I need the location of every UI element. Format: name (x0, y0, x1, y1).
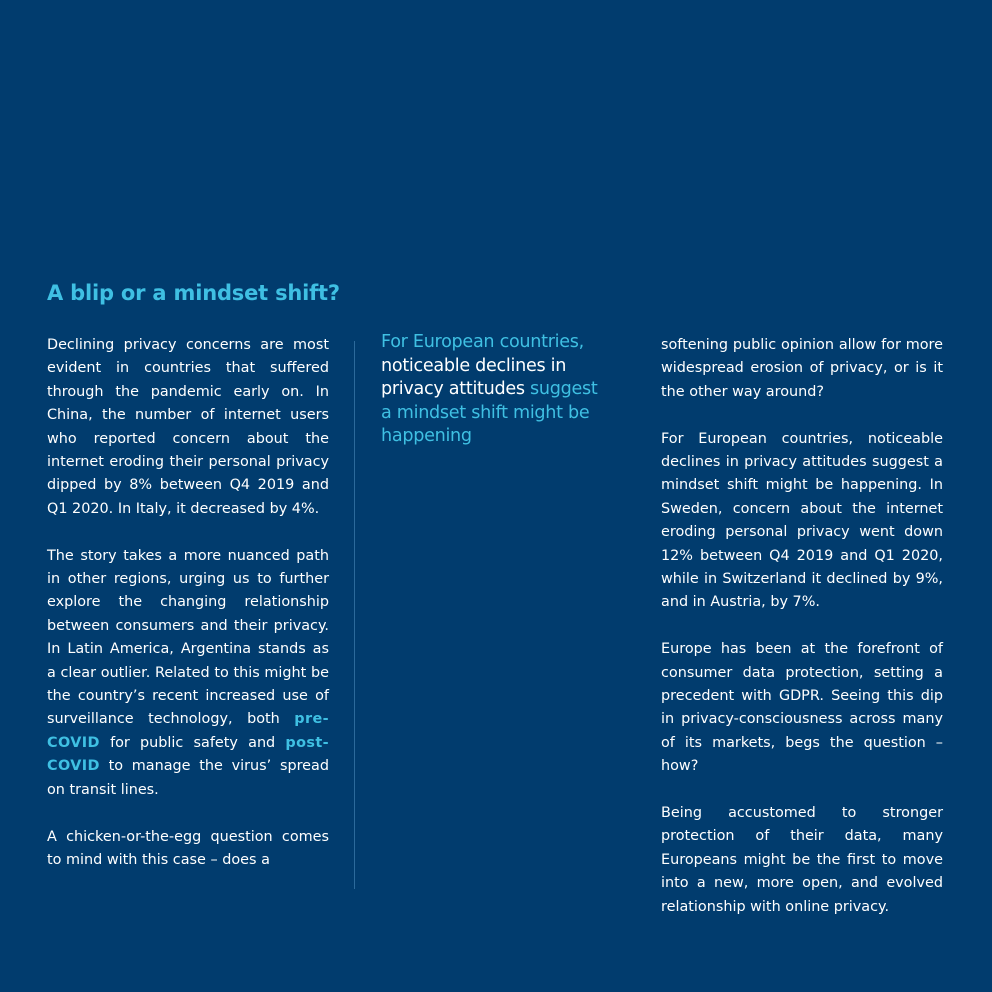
left-paragraph-2-text-b: for public safety and (110, 734, 276, 751)
left-column (47, 334, 329, 896)
pull-quote-part-3: suggest a mindset shift might be happening (381, 379, 598, 446)
left-paragraph-3: A chicken-or-the-egg question comes to mind with this case – does a (47, 828, 329, 868)
right-paragraph-1: softening public opinion allow for more widespread erosion of privacy, or is it the other way around? (661, 337, 943, 400)
column-divider (354, 341, 355, 889)
right-column (661, 334, 943, 943)
left-paragraph-2-text-a: The story takes a more nuanced path in other regions, urging us to further explore the changing relationship between consumers and their privacy. In Latin America, Argentina stands as a clear outlier. Related to this might be the country’s recent increased use of surveillance technology, both (47, 547, 329, 728)
section-heading: A blip or a mindset shift? (47, 281, 340, 305)
pull-quote (381, 331, 606, 449)
highlight-post-covid: post-COVID (47, 734, 330, 775)
right-paragraph-4: Being accustomed to stronger protection of their data, many Europeans might be the first to move into a new, more open, and evolved relationship with online privacy. (661, 805, 943, 915)
left-paragraph-1: Declining privacy concerns are most evident in countries that suffered through the pandemic early on. In China, the number of internet users who reported concern about the internet eroding their personal privacy dipped by 8% between Q4 2019 and Q1 2020. In Italy, it decreased by 4%. (47, 337, 329, 517)
highlight-pre-covid: pre-COVID (47, 711, 330, 751)
right-paragraph-2: For European countries, noticeable declines in privacy attitudes suggest a mindset shift might be happening. In Sweden, concern about the internet eroding personal privacy went down 12% between Q4 2019 and Q1 2020, while in Switzerland it declined by 9%, and in Austria, by 7%. (661, 430, 943, 611)
pull-quote-part-2: noticeable declines in privacy attitudes (381, 355, 567, 399)
left-paragraph-2 (47, 545, 329, 802)
left-paragraph-2-text-c: to manage the virus’ spread on transit lines. (47, 758, 329, 798)
pull-quote-part-1: For European countries, (381, 332, 584, 352)
right-paragraph-3: Europe has been at the forefront of consumer data protection, setting a precedent with GDPR. Seeing this dip in privacy-consciousness across many of its markets, begs the question – how? (661, 641, 943, 775)
